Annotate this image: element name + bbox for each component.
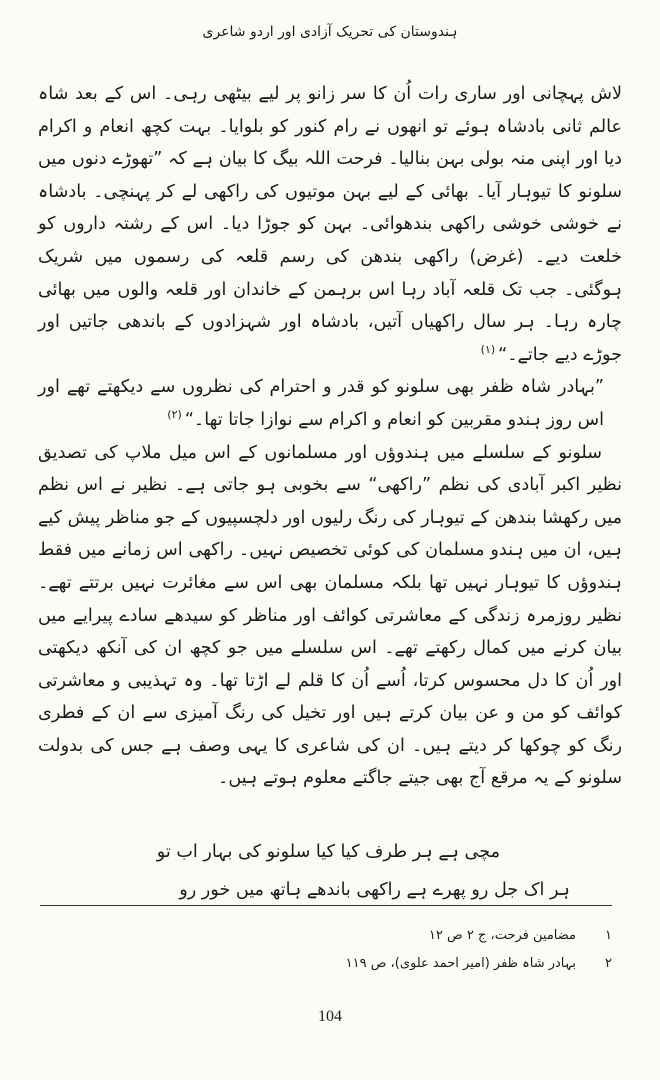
paragraph-1 <box>38 78 622 371</box>
verse-couplet <box>0 833 660 909</box>
body-text <box>38 78 622 795</box>
footnote-text: مضامین فرحت، ج ۲ ص ۱۲ <box>428 928 576 943</box>
verse-line-2: ہر اک جل رو پھرے ہے راکھی باندھے ہاتھ میں خور رو <box>179 880 570 900</box>
footnote-divider <box>40 905 612 906</box>
running-head: ہندوستان کی تحریک آزادی اور اردو شاعری <box>202 24 458 40</box>
quote-text: ”بہادر شاہ ظفر بھی سلونو کو قدر و احترام کی نظروں سے دیکھتے تھے اور اس روز ہندو مقربین کو انعام و اکرام سے نوازا جاتا تھا۔“ <box>38 377 604 430</box>
footnote-marker-2: (۲) <box>167 408 182 422</box>
footnote-1 <box>40 922 612 950</box>
footnote-marker-1: (۱) <box>480 342 496 356</box>
footnote-text: بہادر شاہ ظفر (امیر احمد علوی)، ص ۱۱۹ <box>345 956 576 971</box>
footnote-number: ۲ <box>605 956 612 971</box>
paragraph-2: سلونو کے سلسلے میں ہندوؤں اور مسلمانوں کے اس میل ملاپ کی تصدیق نظیر اکبر آبادی کی نظم ”راکھی“ سے بخوبی ہو جاتی ہے۔ نظیر نے اس نظم میں رکھشا بندھن کے تیوہار کی رنگ رلیوں اور دلچسپیوں کے جو مناظر پیش کیے ہیں، ان میں ہندو مسلمان کی کوئی تخصیص نہیں۔ راکھی اس زمانے میں فقط ہندوؤں کا تیوہار نہیں تھا بلکہ مسلمان بھی اس سے مغائرت نہیں برتتے تھے۔ نظیر روزمرہ زندگی کے معاشرتی کوائف اور مناظر کو سیدھے سادے پیرایے میں بیان کرنے میں کمال رکھتے تھے۔ اس سلسلے میں جو کچھ ان کی آنکھ دیکھتی اور اُن کا دل محسوس کرتا، اُسے اُن کا قلم لے اڑتا تھا۔ وہ تہذیبی و معاشرتی کوائف کو من و عن بیان کرتے ہیں اور تخیل کی رنگ آمیزی سے ان کے فطری رنگ کو چوکھا کر دیتے ہیں۔ ان کی شاعری کا یہی وصف ہے جس کی بدولت سلونو کے یہ مرقع آج بھی جیتے جاگتے معلوم ہوتے ہیں۔ <box>38 442 622 789</box>
page-number: 104 <box>318 1008 342 1025</box>
block-quote <box>38 371 604 436</box>
footnotes <box>40 922 612 978</box>
paragraph-1-text: لاش پہچانی اور ساری رات اُن کا سر زانو پر لیے بیٹھی رہی۔ اس کے بعد شاہ عالم ثانی بادشاہ ہوئے تو انھوں نے رام کنور کو بلوایا۔ بہت کچھ انعام و اکرام دیا اور اپنی منہ بولی بہن بنالیا۔ فرحت اللہ بیگ کا بیان ہے کہ ”تھوڑے دنوں میں سلونو کا تیوہار آیا۔ بھائی کے لیے بہن موتیوں کی راکھی لے کر پہنچی۔ بادشاہ نے خوشی خوشی راکھی بندھوائی۔ بہن کو جوڑا دیا۔ اس کے رشتہ داروں کو خلعت دیے۔ (غرض) راکھی بندھن کی رسم قلعہ کی رسموں میں شریک ہوگئی۔ جب تک قلعہ آباد رہا اس برہمن کے خاندان اور قلعہ والوں میں بھائی چارہ رہا۔ ہر سال راکھیاں آتیں، بادشاہ اور شہزادوں کے باندھی جاتیں اور جوڑے دیے جاتے۔“ <box>38 84 622 365</box>
footnote-number: ۱ <box>605 928 612 943</box>
verse-line-1: مچی ہے ہر طرف کیا کیا سلونو کی بہار اب تو <box>156 842 500 862</box>
footnote-2 <box>40 950 612 978</box>
